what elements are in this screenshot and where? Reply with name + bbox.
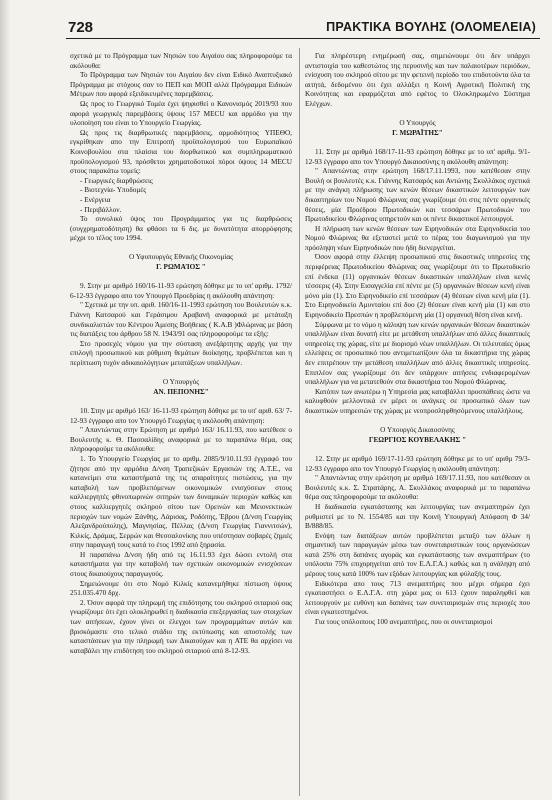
question-heading: 10. Στην με αριθμό 163/ 16-11-93 ερώτηση δόθηκε με το υπ' αριθ. 63/ 7-12-93 έγγραφο απο τον Υπουργό Γεωργίας η ακόλουθη απάντηση: xyxy=(70,406,293,425)
paragraph: Ως προς τις διαρθρωτικές παρεμβάσεις, αρμοδιότητος ΥΠΕΘΟ, εγκρίθηκαν απο την Επιτροπή προϋπολογισμού του Ευρωπαϊκού Κοινοβουλίου στα πλαίσια του διορθωτικού και συμπληρωματικού προϋπολογισμού 93, πρόσθετοι χρηματοδοτικοί πόροι ύψους 14 MECU στους παρακάτω τομείς: xyxy=(70,128,292,176)
paragraph: Ενόψη των διατάξεων αυτών προβλέπεται μεταξύ των άλλων η σημαντική των παραγωγών μέσω των συνεταιριστικών τους οργανώσεων κατά 25% στη δαπάνες αγοράς και εγκατάστασης των ανεμαπτήρων (το υπόλοιπο 75% επιχορηγείται από τον Ε.Λ.Γ.Α.) καθώς και η ανάληψη από μέρους τους κατά 100% των εξόδων λειτουργίας και φύλαξής τους. xyxy=(305,531,530,579)
signatory-title: Ο Υπουργός xyxy=(162,378,200,387)
header-rule xyxy=(66,38,540,39)
paragraph: " Απαντώντας στην ερώτηση με αριθμό 169/17.11.93, που κατέθεσαν οι Βουλευτές κ.κ. Σ. Στρατάρης, Α. Σκυλλάκος αναφορικά με το παραπάνω θέμα σας πληροφορούμε τα ακόλουθα: xyxy=(305,474,530,502)
question-heading: 11. Στην με αριθμό 168/17-11-93 ερώτηση δόθηκε με το υπ' αριθμ. 9/1-12-93 έγγραφο απο τον Υπουργό Δικαιοσύνης η ακόλουθη απάντηση: xyxy=(305,147,530,166)
paragraph: " Απαντώντας στην ερώτηση 168/17.11.1993, που κατέθεσαν στην Βουλή οι βουλευτές κ.κ. Γιάννης Κατσαρός και Αντώνης Σκυλλάκος σχετικά με την ανάγκη πλήρωσης των κενών θέσεων δικαστικών λειτουργών των δικαστηρίων του Νομού Φλώρινας σας γνωρίζουμε ότι στις πέντε οργανικές θέσεις, μία Προέδρου Πρωτοδικών και τεσσάρων Πρωτοδικών του Πρωτοδικείου Φλώρινας υπηρετούν και οι πέντε δικαστικοί λειτουργοί. xyxy=(305,167,530,224)
paragraph: " Σχετικά με την υπ. αριθ. 160/16-11-1993 ερώτηση του Βουλευτών κ.κ. Γιάννη Κατσαρού και Γεράσιμου Αραβανή αναφορικά με μετάταξη συνδικαλιστών του Κέντρου Άμεσης Βοήθειας ( Κ.Α.Β )Φλώρινας με βάση τις διατάξεις του άρθρου 58 Ν. 1943/91 σας πληροφορούμε τα εξής: xyxy=(70,301,292,339)
paragraph: " Απαντώντας στην Ερώτηση με αριθμό 163/ 16.11.93, που κατέθεσε ο Βουλευτής κ. Θ. Πασσαλίδης αναφορικά με το παραπάνω θέμα, σας πληροφορούμε τα ακόλουθα: xyxy=(70,426,292,454)
paragraph: Η διαδικασία εγκατάστασης και λειτουργίας των ανεμαπτηρών έχει ρυθμιστεί με το Ν. 1554/85 και την Κοινή Υπουργική Απόφαση Φ 34/Β/888/85. xyxy=(305,502,530,531)
signatory-name: Γ. ΜΩΡΑΪΤΗΣ" xyxy=(392,128,443,137)
paragraph: Κατόπιν των ανωτέρω η Υπηρεσία μας καταβάλλει προσπάθειες ώστε να καλυφθούν μελλοντικά εν μέρει οι ανάγκες σε προσωπικό όλων των δικαστικών υπηρεσιών της χώρας με νεοπροσληφθησόμενους υπαλλήλους. xyxy=(305,387,530,415)
list-item: - Περιβάλλον. xyxy=(80,205,122,214)
paragraph: σχετικά με το Πρόγραμμα των Νησιών του Αιγαίου σας πληροφορούμε τα ακόλουθα: xyxy=(70,52,292,70)
signatory-title: Ο Υπουργός Δικαιοσύνης xyxy=(380,426,455,435)
question-heading: 12. Στην με αριθμό 169/17-11-93 ερώτηση δόθηκε με το υπ' αριθμ 79/3-12-93 έγγραφο απο τον Υπουργό Γεωργίας η ακόλουθη απάντηση: xyxy=(305,454,530,473)
paragraph: Σύμφωνα με το νόμο η κάλυψη των κενών οργανικών θέσεων δικαστικών υπαλλήλων είναι δυνατή είτε με μετάθεση υπαλλήλων από άλλες δικαστικές υπηρεσίες της χώρας, είτε με διορισμό νέων υπαλλήλων. Οι τελευταίες όμως ελλείψεις σε προσωπικό που αντιμετωπίζουν όλα τα δικαστήρια της χώρας δεν επιτρέπουν την μετάθεση υπαλλήλων από άλλες δικαστικές υπηρεσίες. Επιπλέον σας γνωρίζουμε ότι δεν υπάρχουν αιτήσεις ενδιαφερομένων υπαλλήλων για να μετατεθούν στα δικαστήρια του Νομού Φλώρινας. xyxy=(305,320,531,387)
paragraph: Για τους υπόλοιπους 100 ανεμαπτήρες, που οι συνεταιρισμοί xyxy=(315,618,493,627)
page-number: 728 xyxy=(68,19,94,36)
paragraph: Ως προς το Γεωργικό Τομέα έχει ψηφισθεί ο Κανονισμός 2019/93 που αφορά γεωργικές παρεμβάσεις ύψους 157 MECU και αρμόδιο για την υλοποίηση του είναι το Υπουργείο Γεωργίας. xyxy=(70,99,292,128)
paragraph: Στο προσεχές νόμου για την σύσταση ανεξάρτητης αρχής για την επιλογή προσωπικού και ρύθμιση θεμάτων διοίκησης, προβλέπεται και η περίπτωση τυχόν αδικαιολόγητων μετατάξεων υπαλλήλων. xyxy=(70,339,292,367)
list-item: - Γεωργικές διαρθρώσεις xyxy=(80,176,153,185)
column-divider xyxy=(299,48,300,796)
list-item: - Βιοτεχνία- Υποδομές xyxy=(80,186,147,195)
paragraph: 2. Όσον αφορά την πληρωμή της επιδότησης του σκληρού σιταριού σας γνωρίζουμε ότι έχει ολοκληρωθεί η διαδικασία επεξεργασίας των στοιχείων των αιτήσεων, έχουν γίνει οι έλεγχοι των προγραμμάτων αυτών και βρισκόμαστε στο τελικό στάδιο της εκτύπωσης και αποστολής των καταστάσεων για την πληρωμή των Δικαιούχων και η ΑΤΕ θα αρχίσει να καταβάλει την επιδότηση του σκληρού σιταριού από 8-12-93. xyxy=(70,598,292,655)
page-edge-shadow xyxy=(0,0,10,800)
paragraph: 1. Το Υπουργείο Γεωργίας με το αριθμ. 2085/9/10.11.93 έγγραφό του ζήτησε από την αρμόδια Δ/νση Τραπεζικών Εργασιών της Α.Τ.Ε., να κατανείμει στα καταστήματά της τις απαραίτητες πιστώσεις, για την καταβολή των προβλεπόμενων οικονομικών ενισχύσεων στους καλλιεργητές φθινοπωρινών σιτηρών των δυναμικών περιοχών καθώς και στους καλλιεργητές σκληρού σίτου των Ορεινών και Μειονεκτικών περιοχών των νομών Ξάνθης, Λάρισας, Ροδόπης, Έβρου (Δ/νση Γεωργίας Αλεξανδρούπολης), Μαγνησίας, Πέλλας (Δ/νση Γεωργίας Γιαννιτσών), Κιλκίς, Δράμας, Σερρών και Θεσσαλονίκης που υπέστησαν σοβαρές ζημιές στην παραγωγή τους κατά το έτος 1992 από ξηρασία. xyxy=(70,454,292,550)
signatory-name: ΓΕΩΡΓΙΟΣ ΚΟΥΒΕΛΑΚΗΣ " xyxy=(368,435,467,444)
paragraph: Το συνολικό ύψος του Προγράμματος για τις διαρθρώσεις (συγχρηματοδότηση) θα φθάσει τα 6 δις. με δυνατότητα απορρόφησης μέχρι το τέλος του 1994. xyxy=(70,215,292,243)
signatory-name: ΑΝ. ΠΕΠΟΝΗΣ" xyxy=(153,387,209,396)
right-column xyxy=(305,52,530,628)
signatory-title: Ο Υπουργός xyxy=(399,119,436,128)
left-column xyxy=(70,52,292,656)
paragraph: Η πλήρωση των κενών θέσεων των Ειρηνοδικών στα Ειρηνοδικεία του Νομού Φλώρινας θα εξεταστεί μετά το πέρας του διαγωνισμού για την πρόσληψη νέων Ειρηνοδικών που ήδη διενεργείται. xyxy=(305,224,530,252)
paragraph: Σημειώνουμε ότι στο Νομό Κιλκίς κατανεμήθηκε πίστωση ύψους 251.035.470 δρχ. xyxy=(70,579,292,598)
signatory-title: Ο Υφυπουργός Εθνικής Οικονομίας xyxy=(128,253,234,262)
paragraph: Ειδικότερα απο τους 713 ανεμαπτήρες που μέχρι σήμερα έχει εγκαταστήσει ο Ε.Λ.Γ.Α. στη χώρα μας οι 613 έχουν παραληφθεί και λειτουργούν με ευθύνη και δαπάνες των συνεταιρισμών στις περιοχές που είναι εγκατεστημένοι. xyxy=(305,579,530,617)
question-heading: 9. Στην με αριθμό 160/16-11-93 ερώτηση δόθηκε με το υπ' αριθμ. 1792/ 6-12-93 έγγραφο απο τον Υπουργό Προεδρίας η ακόλουθη απάντηση: xyxy=(70,282,292,300)
publication-title: ΠΡΑΚΤΙΚΑ ΒΟΥΛΗΣ (ΟΛΟΜΕΛΕΙΑ) xyxy=(326,20,536,34)
signatory-name: Γ. ΡΩΜΑΊΟΣ " xyxy=(156,263,206,272)
paragraph: Όσον αφορά στην έλλειψη προσωπικού στις δικαστικές υπηρεσίες της περιφέρειας Πρωτοδικείου Φλώρινας σας γνωρίζουμε ότι το Πρωτοδικείο επί ένδεκα (11) οργανικών θέσεων δικαστικών υπαλλήλων είναι κενές τέσσερις (4). Στην Εισαγγελία επί πέντε με (5) οργανικών θέσεων κενή είναι μόνο μία (1). Στο Ειρηνοδικείο επί τεσσάρων (4) θέσεων είναι κενή μία (1). Στο Ειρηνοδικείο Αμυνταίου επί δυο (2) θέσεων είναι κενή μία (1) και στο Ειρηνοδικείο Πρεσπών η προβλεπόμενη μία (1) οργανική θέση είναι κενή. xyxy=(305,253,530,320)
page-header xyxy=(0,0,552,40)
list-item: - Ενέργεια xyxy=(80,195,111,204)
paragraph: Η παραπάνω Δ/νση ήδη από τις 16.11.93 έχει δώσει εντολή στα καταστήματα για την καταβολή των σχετικών οικονομικών ενισχύσεων στους δικαιούχους παραγωγούς. xyxy=(70,550,292,579)
paragraph: Για πληρέστερη ενημέρωσή σας, σημειώνουμε ότι δεν υπάρχει αντιστοιχία του καθεστώτος της περυσινής και των παλαιοτέρων περιόδων, ενίσχυση του σκληρού σίτου με την φετεινή περίοδο του επιδοτούντα όλα τα αιτητά, δεδομένου ότι έχει αλλάξει η Κοινή Αγροτική Πολιτική της Κοινότητας και εφαρμόζεται από εφέτος το Ολοκληρωμένο Σύστημα Ελέγχων. xyxy=(305,52,530,108)
paragraph: Το Πρόγραμμα των Νησιών του Αιγαίου δεν είναι Ειδικό Αναπτυξιακό Πρόγραμμα με στόχους σαν το ΠΕΠ και ΜΟΠ αλλά Πρόγραμμα Ειδικών Μέτρων που αφορά εξειδικευμένες παρεμβάσεις. xyxy=(70,71,292,99)
